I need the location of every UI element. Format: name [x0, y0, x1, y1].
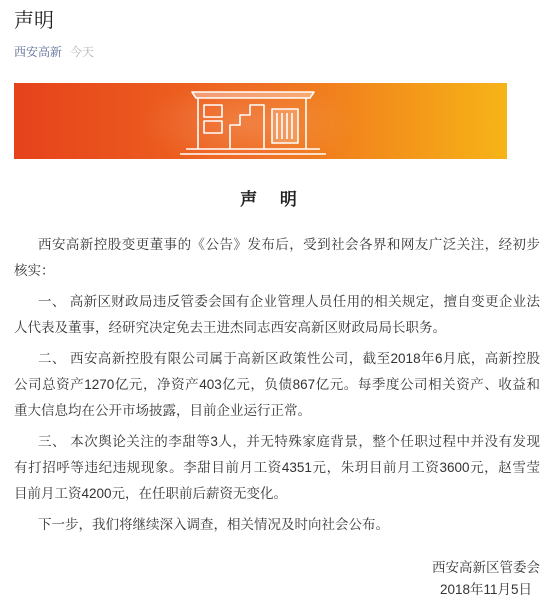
article-meta	[14, 42, 94, 62]
paragraph-item-3	[14, 429, 540, 507]
paragraph-line: 目前月工资4200元，在任职前后薪资无变化。	[14, 486, 288, 501]
banner-graphic	[14, 83, 507, 159]
paragraph-line: 二、 西安高新控股有限公司属于高新区政策性公司，截至2018年6月底，高新控股	[38, 351, 540, 366]
signature-date: 2018年11月5日	[439, 582, 533, 597]
paragraph-item-2	[14, 346, 540, 424]
publish-time: 今天	[70, 45, 95, 59]
paragraph-next-steps	[14, 512, 540, 538]
signature-block	[432, 557, 540, 601]
paragraph-item-1	[14, 289, 540, 341]
paragraph-line: 有打招呼等违纪违规现象。李甜目前月工资4351元，朱玥目前月工资3600元，赵雪莹	[14, 460, 540, 475]
paragraph-line: 核实：	[14, 263, 55, 278]
paragraph-line: 三、 本次舆论关注的李甜等3人，并无特殊家庭背景，整个任职过程中并没有发现	[38, 434, 540, 449]
paragraph-line: 西安高新控股变更董事的《公告》发布后，受到社会各界和网友广泛关注，经初步	[38, 237, 540, 252]
account-name-link[interactable]: 西安高新	[14, 45, 63, 59]
paragraph-line: 一、 高新区财政局违反管委会国有企业管理人员任用的相关规定，擅自变更企业法	[38, 294, 540, 309]
paragraph-line: 公司总资产1270亿元，净资产403亿元，负债867亿元。每季度公司相关资产、收益和	[14, 377, 540, 392]
signature-issuer: 西安高新区管委会	[432, 560, 540, 575]
paragraph-line: 重大信息均在公开市场披露，目前企业运行正常。	[14, 403, 311, 418]
paragraph-intro	[14, 232, 540, 284]
header-banner-image	[14, 83, 507, 159]
paragraph-line: 下一步，我们将继续深入调查，相关情况及时向社会公布。	[38, 517, 389, 532]
statement-heading: 声 明	[240, 190, 297, 209]
statement-body	[14, 232, 540, 543]
article-title: 声明	[14, 10, 54, 32]
paragraph-line: 人代表及董事，经研究决定免去王进杰同志西安高新区财政局局长职务。	[14, 320, 446, 335]
